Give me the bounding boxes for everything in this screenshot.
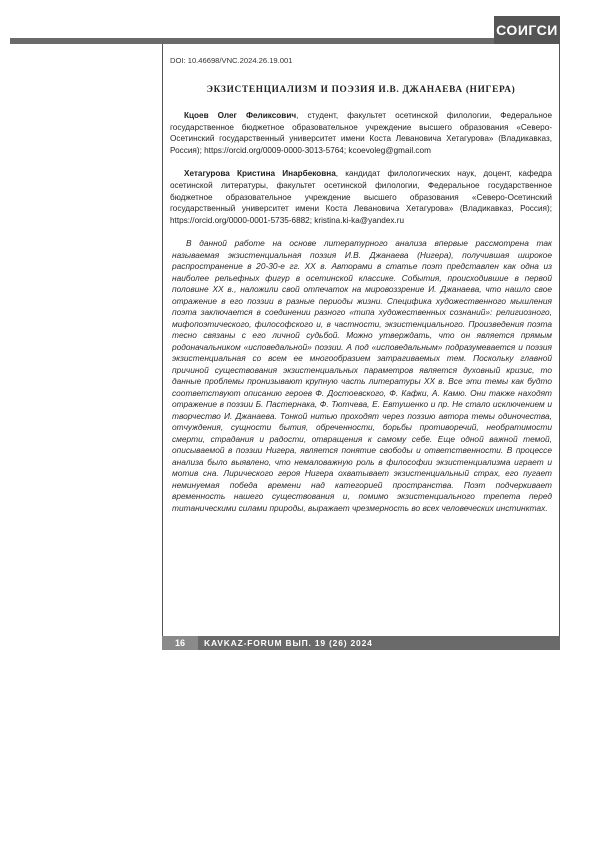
section-label: СОИГСИ [496,22,558,38]
section-tab [494,16,560,44]
page-number: 16 [162,636,198,650]
journal-title: KAVKAZ-FORUM ВЫП. 19 (26) 2024 [204,638,373,648]
abstract: В данной работе на основе литературного анализа впервые рассмотрена так называемая экзистенциальная поэзия И.В. Джанаева (Нигера), получившая широкое распространение в 20-30-е гг. XX в. Авторами в статье поэт представлен как одна из наиболее рельефных фигур в осетинской классике. События, происходившие в первой половине XX в., наложили свой отпечаток на мировоззрение И. Джанаева, что нашло свое отражение в его поэзии в разные периоды жизни. Специфика художественного мышления поэта заключается в соединении разного «типа художественных сознаний»: религиозного, мифопоэтического, философского и, в частности, экзистенциального. Произведения поэта тесно связаны с его личной судьбой. Можно утверждать, что он является прямым родоначальником «исповедальной» поэзии. А под «исповедальным» подразумевается и поэзия экзистенциальная со всем ее многообразием затрагиваемых тем. Поскольку главной причиной существования экзистенциальных параметров является духовный кризис, то данные проблемы пронизывают крупную часть литературы XX в. Все эти темы как будто соответствуют описанию героев Ф. Достоевского, Ф. Кафки, А. Камю. Они также находят отражение в поэзии Б. Пастернака, Ф. Тютчева, Е. Евтушенко и пр. Не стало исключением и творчество И. Джанаева. Тонкой нитью проходят через поэзию автора темы одиночества, отчуждения, сущности бытия, обреченности, борьбы противоречий, необратимости смерти, страдания и радости, отвращения к самому себе. Еще одной важной темой, описываемой в поэзии Нигера, является понятие свободы и ответственности. В процессе анализа было выявлено, что немаловажную роль в философии экзистенциализма играет и мотив сна. Лирического героя Нигера охватывает экзистенциальный страх, его пугает неминуемая победа времени над категорией пространства. Поэт подчеркивает временность нашего существования и, помимо экзистенциального трепета перед титаническими силами природы, выражает чрезмерность во всех человеческих инстинктах. [172,238,552,513]
author-details: , кандидат филологических наук, доцент, кафедра осетинской литературы, факультет осетинской филологии, Федеральное государственное бюджетное образовательное учреждение высшего образования «Северо-Осетинский государственный университет имени Коста Левановича Хетагурова» (Владикавказ, Россия); https://orcid.org/0000-0001-5735-6882; kristina.ki-ka@yandex.ru [170,169,552,225]
doi: DOI: 10.46698/VNC.2024.26.19.001 [170,56,293,65]
author-name: Кцоев Олег Феликсович [184,111,297,120]
author-details: , студент, факультет осетинской филологии, Федеральное государственное бюджетное образовательное учреждение высшего образования «Северо-Осетинский государственный университет имени Коста Левановича Хетагурова» (Владикавказ, Россия); https://orcid.org/0009-0000-3013-5764; kcoevoleg@gmail.com [170,111,552,155]
author-block [170,110,552,156]
left-border-line [162,44,163,636]
author-name: Хетагурова Кристина Инарбековна [184,169,336,179]
article-title: ЭКЗИСТЕНЦИАЛИЗМ И ПОЭЗИЯ И.В. ДЖАНАЕВА (НИГЕРА) [206,85,516,95]
right-border-line [559,44,560,636]
author-block [170,168,552,226]
article-content [170,56,552,514]
header-rule [10,38,494,44]
